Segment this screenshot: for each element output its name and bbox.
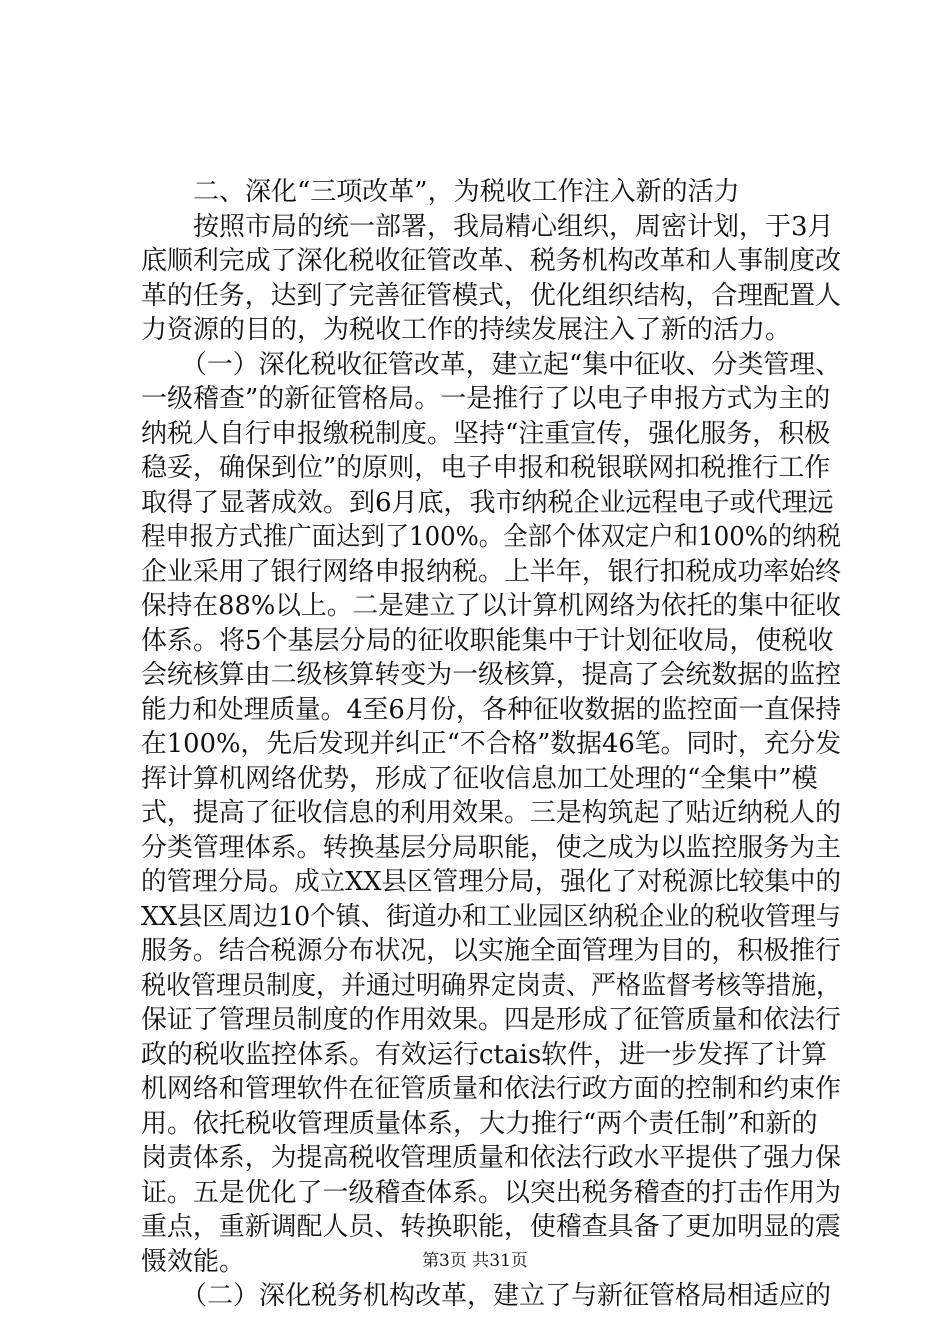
paragraph-line: （一）深化税收征管改革，建立起“集中征收、分类管理、 — [181, 349, 841, 380]
paragraph-line: 取得了显著成效。到6月底，我市纳税企业远程电子或代理远 — [141, 487, 834, 518]
paragraph-line: 保证了管理员制度的作用效果。四是形成了征管质量和依法行 — [141, 1005, 841, 1035]
paragraph-line: XX县区周边10个镇、街道办和工业园区纳税企业的税收管理与 — [141, 901, 842, 932]
paragraph-line: 慑效能。 — [141, 1246, 246, 1277]
paragraph-line: 服务。结合税源分布状况，以实施全面管理为目的，积极推行 — [141, 936, 841, 966]
paragraph-line: 式，提高了征收信息的利用效果。三是构筑起了贴近纳税人的 — [141, 798, 841, 828]
paragraph-line: 底顺利完成了深化税收征管改革、税务机构改革和人事制度改 — [141, 246, 841, 276]
paragraph-line: 在100%，先后发现并纠正“不合格”数据46笔。同时，充分发 — [141, 729, 841, 759]
section-heading: 二、深化“三项改革”，为税收工作注入新的活力 — [193, 177, 740, 207]
paragraph-line: 机网络和管理软件在征管质量和依法行政方面的控制和约束作 — [141, 1074, 841, 1104]
paragraph-line: 程申报方式推广面达到了100%。全部个体双定户和100%的纳税 — [141, 522, 842, 552]
page-number-label: 第3页 共31页 — [422, 1251, 528, 1271]
paragraph-line: 挥计算机网络优势，形成了征收信息加工处理的“全集中”模 — [141, 763, 818, 794]
paragraph-line: 分类管理体系。转换基层分局职能，使之成为以监控服务为主 — [141, 832, 841, 863]
document-body — [141, 175, 841, 1314]
paragraph-line: 企业采用了银行网络申报纳税。上半年，银行扣税成功率始终 — [141, 556, 841, 587]
paragraph-line: 政的税收监控体系。有效运行ctais软件，进一步发挥了计算 — [141, 1039, 828, 1070]
paragraph-line: 革的任务，达到了完善征管模式，优化组织结构，合理配置人 — [141, 280, 841, 311]
paragraph-line: 证。五是优化了一级稽查体系。以突出税务稽查的打击作用为 — [141, 1177, 841, 1208]
paragraph-line: 纳税人自行申报缴税制度。坚持“注重宣传，强化服务，积极 — [141, 418, 831, 449]
paragraph-line: 体系。将5个基层分局的征收职能集中于计划征收局，使税收 — [141, 625, 834, 656]
paragraph-line: 力资源的目的，为税收工作的持续发展注入了新的活力。 — [141, 315, 792, 345]
page-footer — [0, 1246, 950, 1271]
paragraph-line: 稳妥，确保到位”的原则，电子申报和税银联网扣税推行工作 — [141, 453, 831, 483]
paragraph-line: 一级稽查”的新征管格局。一是推行了以电子申报方式为主的 — [141, 384, 831, 414]
paragraph-line: 重点，重新调配人员、转换职能，使稽查具备了更加明显的震 — [141, 1212, 841, 1242]
paragraph-line: 用。依托税收管理质量体系，大力推行“两个责任制”和新的 — [141, 1108, 818, 1139]
paragraph-line: （二）深化税务机构改革，建立了与新征管格局相适应的 — [181, 1281, 832, 1311]
paragraph-line: 的管理分局。成立XX县区管理分局，强化了对税源比较集中的 — [141, 867, 841, 897]
paragraph-line: 按照市局的统一部署，我局精心组织，周密计划，于3月 — [193, 211, 834, 242]
paragraph-line: 保持在88%以上。二是建立了以计算机网络为依托的集中征收 — [141, 591, 842, 621]
paragraph-line: 岗责体系，为提高税收管理质量和依法行政水平提供了强力保 — [141, 1143, 841, 1173]
paragraph-line: 能力和处理质量。4至6月份，各种征收数据的监控面一直保持 — [141, 694, 842, 725]
paragraph-line: 会统核算由二级核算转变为一级核算，提高了会统数据的监控 — [141, 660, 841, 690]
paragraph-line: 税收管理员制度，并通过明确界定岗责、严格监督考核等措施， — [141, 970, 841, 1001]
